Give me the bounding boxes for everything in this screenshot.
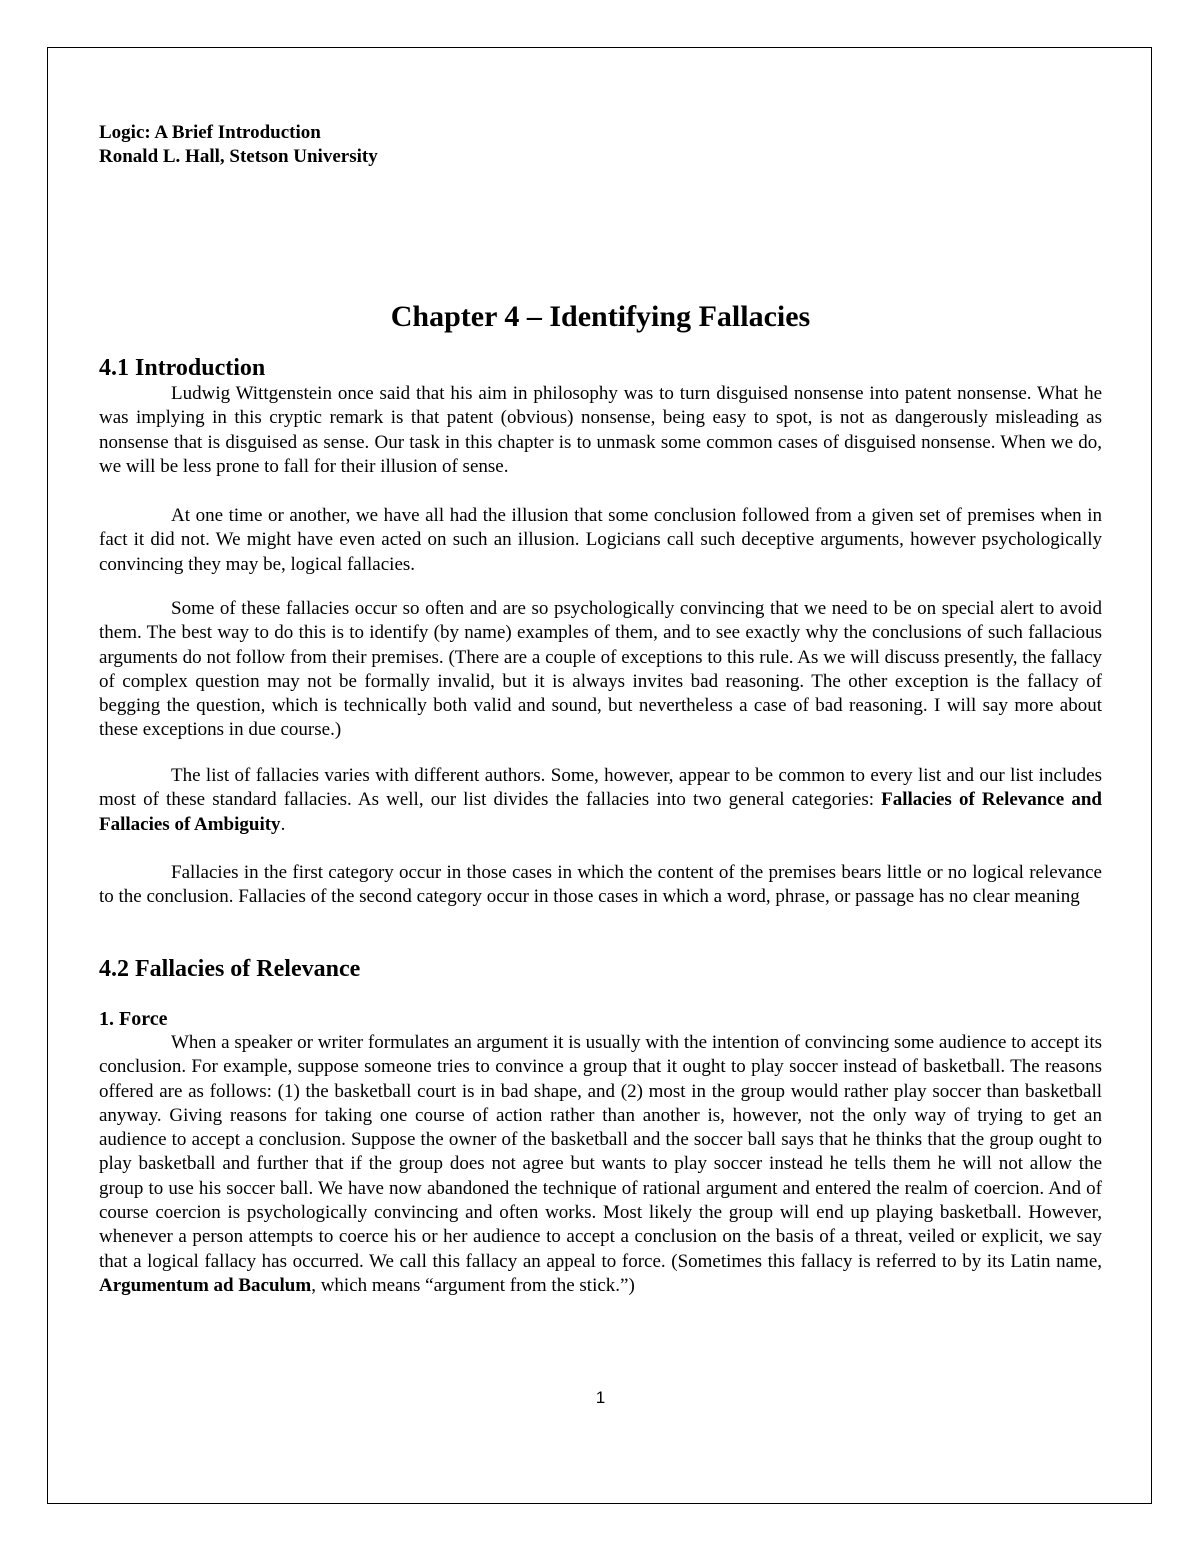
section-introduction	[99, 354, 1102, 479]
page-number: 1	[595, 1388, 606, 1407]
intro-paragraph-2: At one time or another, we have all had the illusion that some conclusion followed from a given set of premises when in fact it did not. We might have even acted on such an illusion. Logicians call such deceptive arguments, however psychologically convincing they may be, logical fallacies.	[99, 505, 1102, 575]
chapter-title: Chapter 4 – Identifying Fallacies	[390, 300, 811, 333]
section-introduction-p2	[99, 504, 1102, 577]
intro-paragraph-5: Fallacies in the first category occur in those cases in which the content of the premises bears little or no logical relevance to the conclusion. Fallacies of the second category occur in those cases in which a word, phrase, or passage has no clear meaning	[99, 862, 1102, 908]
subsection-heading-force: 1. Force	[99, 1008, 168, 1030]
section-relevance	[99, 955, 1102, 983]
section-introduction-p4	[99, 764, 1102, 837]
force-paragraph-end: , which means “argument from the stick.”)	[311, 1274, 635, 1296]
force-paragraph	[99, 1031, 1102, 1298]
latin-term: Argumentum ad Baculum	[99, 1274, 312, 1296]
document-header	[99, 121, 1102, 169]
intro-paragraph-4-end: .	[280, 813, 286, 835]
section-introduction-p5	[99, 861, 1102, 910]
section-heading-4-2: 4.2 Fallacies of Relevance	[99, 956, 361, 982]
intro-paragraph-4-text: The list of fallacies varies with different authors. Some, however, appear to be common to every list and our list includes most of these standard fallacies. As well, our list divides the fallacies into two general categories:	[99, 765, 1102, 811]
force-paragraph-text: When a speaker or writer formulates an argument it is usually with the intention of convincing some audience to accept its conclusion. For example, suppose someone tries to convince a group that it ought to play soccer instead of basketball. The reasons offered are as follows: (1) the basketball court is in bad shape, and (2) most in the group would rather play soccer than basketball anyway. Giving reasons for taking one course of action rather than another is, however, not the only way of trying to get an audience to accept a conclusion. Suppose the owner of the basketball and the soccer ball says that he thinks that the group ought to play basketball and further that if the group does not agree but wants to play soccer instead he tells them he will not allow the group to use his soccer ball. We have now abandoned the technique of rational argument and entered the realm of coercion. And of course coercion is psychologically convincing and often works. Most likely the group will end up playing basketball. However, whenever a person attempts to coerce his or her audience to accept a conclusion on the basis of a threat, veiled or explicit, we say that a logical fallacy has occurred. We call this fallacy an appeal to force. (Sometimes this fallacy is referred to by its Latin name,	[99, 1032, 1102, 1272]
fallacy-categories: Fallacies of Relevance and Fallacies of Ambiguity	[99, 789, 1102, 835]
section-heading-4-1: 4.1 Introduction	[99, 355, 266, 381]
subsection-force	[99, 1007, 1102, 1298]
intro-paragraph-4	[99, 764, 1102, 837]
intro-paragraph-1: Ludwig Wittgenstein once said that his aim in philosophy was to turn disguised nonsense into patent nonsense. What he was implying in this cryptic remark is that patent (obvious) nonsense, being easy to spot, is not as dangerously misleading as nonsense that is disguised as sense. Our task in this chapter is to unmask some common cases of disguised nonsense. When we do, we will be less prone to fall for their illusion of sense.	[99, 383, 1102, 477]
book-title: Logic: A Brief Introduction	[99, 122, 321, 143]
intro-paragraph-3: Some of these fallacies occur so often and are so psychologically convincing that we need to be on special alert to avoid them. The best way to do this is to identify (by name) examples of them, and to see exactly why the conclusions of such fallacious arguments do not follow from their premises. (There are a couple of exceptions to this rule. As we will discuss presently, the fallacy of complex question may not be formally invalid, but it is always invites bad reasoning. The other exception is the fallacy of begging the question, which is technically both valid and sound, but nevertheless a case of bad reasoning. I will say more about these exceptions in due course.)	[99, 598, 1102, 741]
author-line: Ronald L. Hall, Stetson University	[99, 146, 378, 167]
section-introduction-p3	[99, 597, 1102, 743]
